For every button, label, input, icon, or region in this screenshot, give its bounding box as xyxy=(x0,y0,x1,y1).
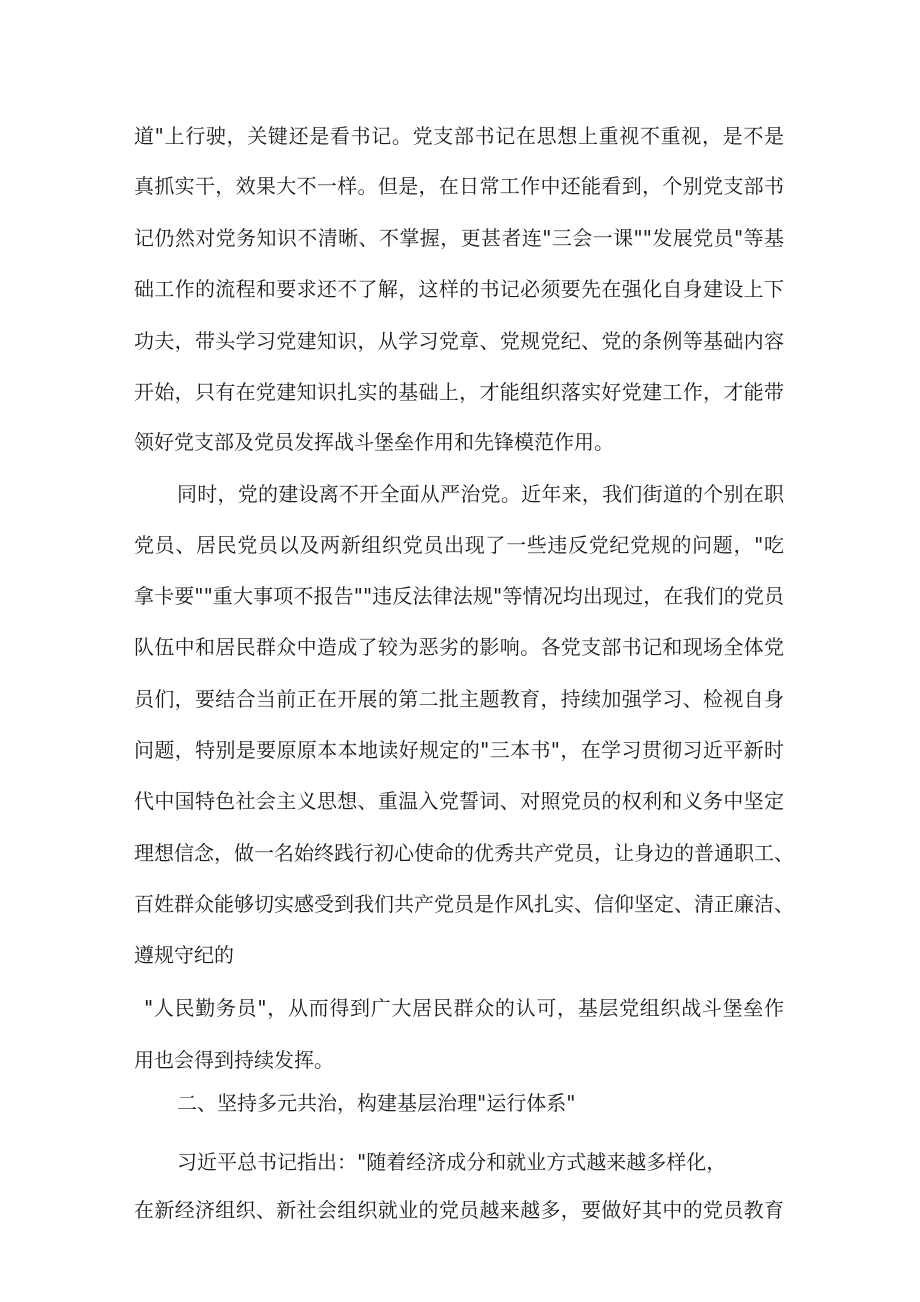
body-text-line: 开始，只有在党建知识扎实的基础上，才能组织落实好党建工作，才能带 xyxy=(134,380,784,404)
body-text-line: 代中国特色社会主义思想、重温入党誓词、对照党员的权利和义务中坚定 xyxy=(134,789,784,813)
body-text-line: 道"上行驶，关键还是看书记。党支部书记在思想上重视不重视，是不是 xyxy=(134,124,784,148)
body-text-line: 用也会得到持续发挥。 xyxy=(134,1048,334,1072)
paragraph-first-line: 习近平总书记指出："随着经济成分和就业方式越来越多样化， xyxy=(177,1150,727,1174)
body-text-line: 问题，特别是要原原本本地读好规定的"三本书"，在学习贯彻习近平新时 xyxy=(134,738,784,762)
body-text-line: 拿卡要""重大事项不报告""违反法律法规"等情况均出现过，在我们的党员 xyxy=(134,584,784,608)
body-text-line: 领好党支部及党员发挥战斗堡垒作用和先锋模范作用。 xyxy=(134,430,614,454)
body-text-line: "人民勤务员"，从而得到广大居民群众的认可，基层党组织战斗堡垒作 xyxy=(144,996,784,1020)
body-text-line: 遵规守纪的 xyxy=(134,943,234,967)
body-text-line: 党员、居民党员以及两新组织党员出现了一些违反党纪党规的问题，"吃 xyxy=(134,533,784,557)
body-text-line: 员们，要结合当前正在开展的第二批主题教育，持续加强学习、检视自身 xyxy=(134,687,784,711)
body-text-line: 础工作的流程和要求还不了解，这样的书记必须要先在强化自身建设上下 xyxy=(134,277,784,301)
body-text-line: 队伍中和居民群众中造成了较为恶劣的影响。各党支部书记和现场全体党 xyxy=(134,635,784,659)
body-text-line: 真抓实干，效果大不一样。但是，在日常工作中还能看到，个别党支部书 xyxy=(134,174,784,198)
body-text-line: 功夫，带头学习党建知识，从学习党章、党规党纪、党的条例等基础内容 xyxy=(134,329,784,353)
body-text-line: 在新经济组织、新社会组织就业的党员越来越多，要做好其中的党员教育 xyxy=(134,1198,784,1222)
paragraph-first-line: 同时，党的建设离不开全面从严治党。近年来，我们街道的个别在职 xyxy=(177,482,784,506)
section-heading: 二、坚持多元共治，构建基层治理"运行体系" xyxy=(177,1091,576,1115)
body-text-line: 百姓群众能够切实感受到我们共产党员是作风扎实、信仰坚定、清正廉洁、 xyxy=(134,892,794,916)
body-text-line: 记仍然对党务知识不清晰、不掌握，更甚者连"三会一课""发展党员"等基 xyxy=(134,226,784,250)
body-text-line: 理想信念，做一名始终践行初心使命的优秀共产党员，让身边的普通职工、 xyxy=(134,841,794,865)
